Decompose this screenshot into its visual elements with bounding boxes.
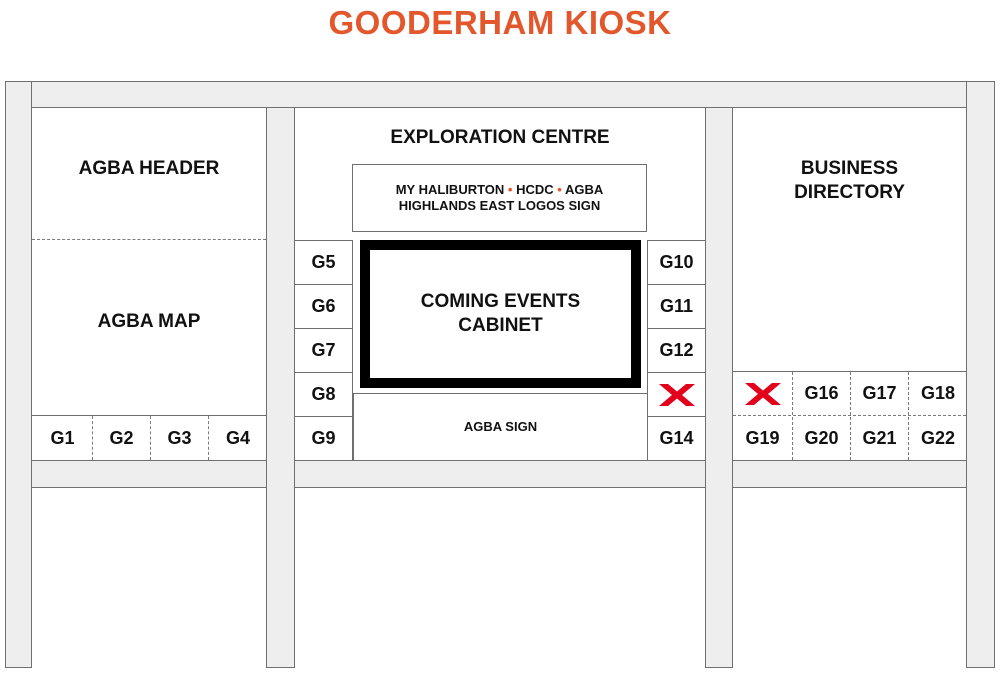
space-unavailable: [733, 372, 792, 415]
post-2: [266, 107, 295, 668]
logos-sign-part: MY HALIBURTON: [395, 182, 505, 197]
agba-header-label: AGBA HEADER: [78, 158, 220, 179]
space-g22[interactable]: G22: [920, 427, 956, 448]
logos-sign-line-2: HIGHLANDS EAST LOGOS SIGN: [398, 198, 601, 213]
space-g10[interactable]: G10: [647, 240, 706, 285]
page-title: GOODERHAM KIOSK: [328, 4, 672, 41]
space-g11[interactable]: G11: [647, 284, 706, 329]
space-g12[interactable]: G12: [647, 328, 706, 373]
logos-sign-part: AGBA: [565, 182, 604, 197]
space-g7[interactable]: G7: [294, 328, 353, 373]
space-g6[interactable]: G6: [294, 284, 353, 329]
post-4: [966, 81, 995, 668]
cabinet-line-2: CABINET: [458, 315, 543, 336]
top-beam: [31, 81, 968, 108]
directory-line-1: BUSINESS: [800, 158, 899, 179]
space-g21[interactable]: G21: [862, 427, 897, 448]
post-1: [5, 81, 32, 668]
coming-events-cabinet: [360, 240, 641, 388]
bottom-beam-right: [732, 460, 967, 488]
bottom-beam-center: [294, 460, 706, 488]
space-g14[interactable]: G14: [647, 416, 706, 461]
separator-dot: •: [507, 182, 513, 197]
separator-dot: •: [557, 182, 562, 197]
space-g18[interactable]: G18: [920, 383, 956, 403]
bottom-beam-left: [31, 460, 267, 488]
space-unavailable: [647, 372, 706, 417]
exploration-centre-label: EXPLORATION CENTRE: [390, 127, 610, 148]
cabinet-line-1: COMING EVENTS: [420, 291, 581, 312]
business-directory-label: [732, 156, 967, 206]
post-3: [705, 107, 733, 668]
x-mark-icon: [659, 384, 695, 406]
logos-sign-line-1: [396, 182, 604, 198]
space-g20[interactable]: G20: [804, 427, 839, 448]
space-g2[interactable]: G2: [109, 427, 134, 448]
space-g17[interactable]: G17: [862, 383, 897, 403]
space-g19[interactable]: G19: [745, 427, 780, 448]
agba-map-label: AGBA MAP: [97, 311, 201, 332]
space-g16[interactable]: G16: [804, 383, 839, 403]
directory-line-2: DIRECTORY: [794, 182, 905, 203]
x-mark-icon: [745, 383, 781, 405]
logos-sign: [352, 164, 647, 232]
space-g9[interactable]: G9: [294, 416, 353, 461]
agba-sign: AGBA SIGN: [353, 393, 648, 461]
space-g5[interactable]: G5: [294, 240, 353, 285]
logos-sign-part: HCDC: [516, 182, 554, 197]
header-map-divider: [32, 239, 266, 240]
space-g1[interactable]: G1: [50, 427, 75, 448]
space-g4[interactable]: G4: [225, 427, 250, 448]
space-g3[interactable]: G3: [167, 427, 192, 448]
space-g8[interactable]: G8: [294, 372, 353, 417]
